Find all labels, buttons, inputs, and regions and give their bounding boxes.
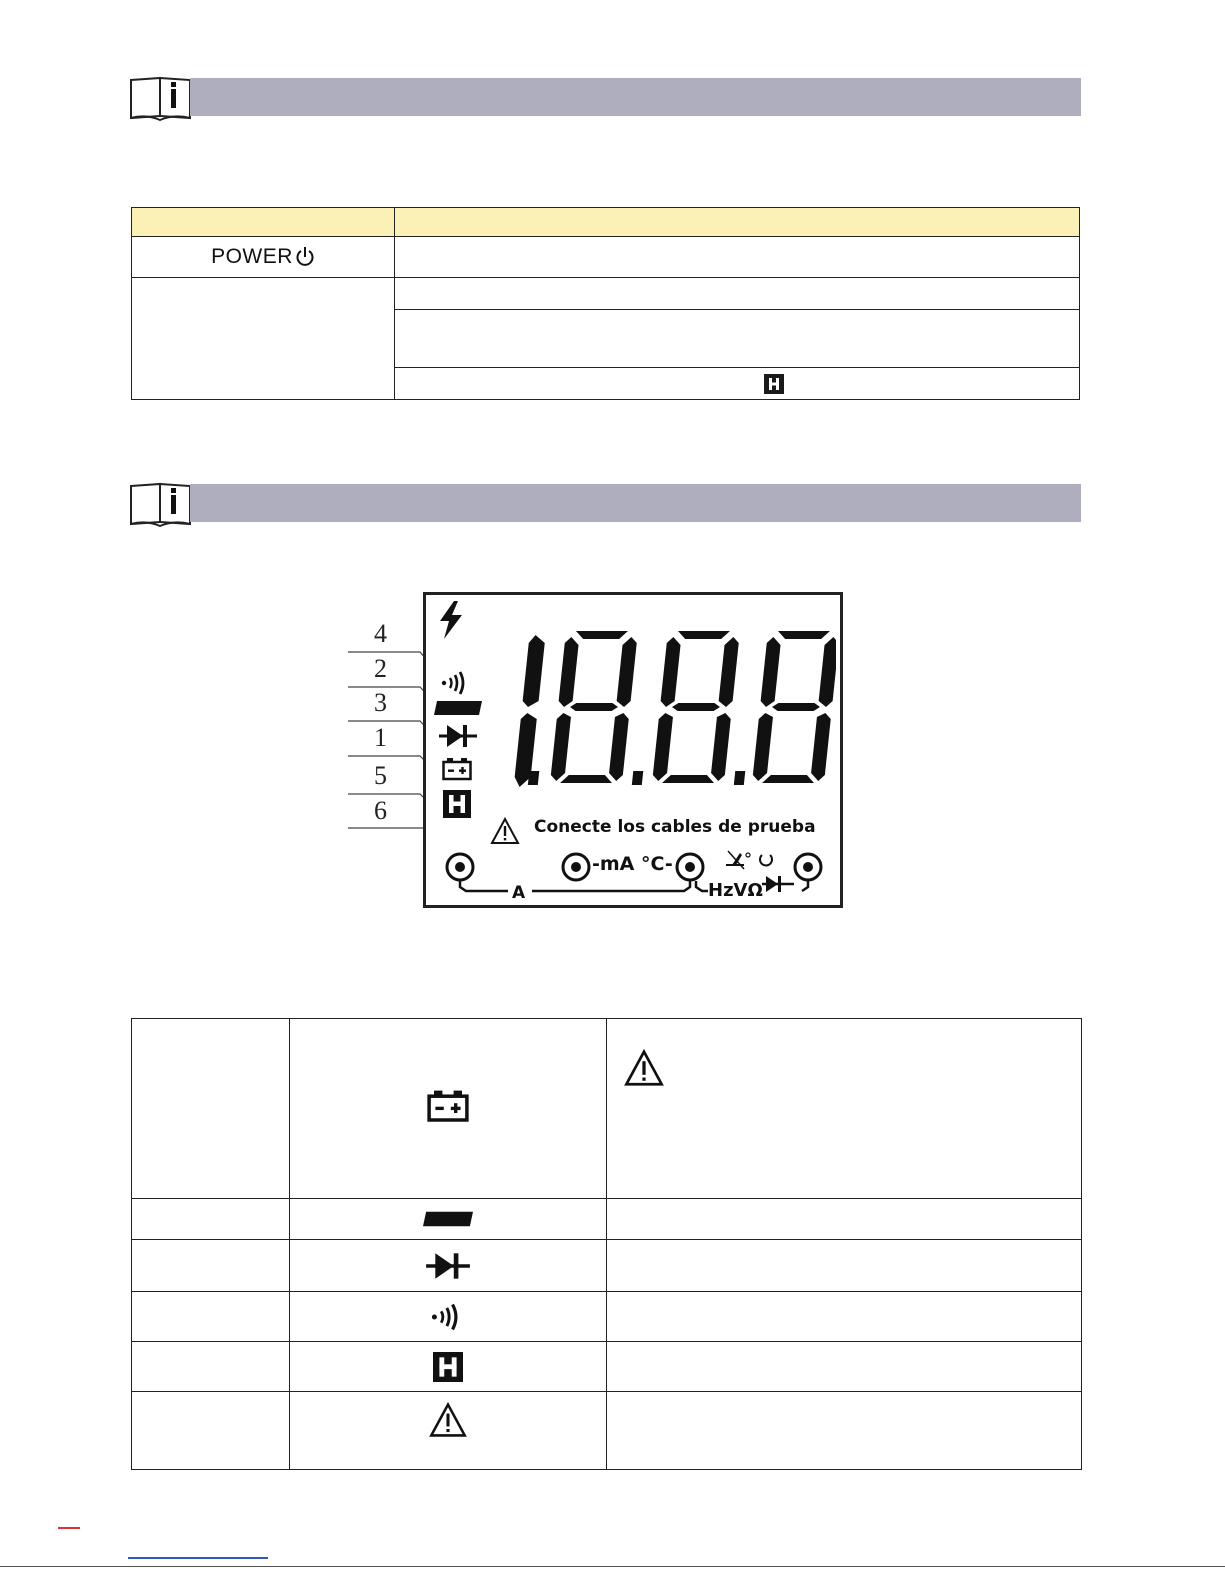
diode-icon [426, 1251, 470, 1281]
digit-4 [752, 631, 836, 783]
table-cell [132, 1392, 290, 1470]
table-cell [607, 1392, 1082, 1470]
table-cell [607, 1292, 1082, 1342]
table-header-cell [132, 208, 395, 237]
digit-2 [550, 631, 638, 783]
warning-icon [490, 817, 520, 845]
power-label-text: POWER [211, 245, 293, 268]
table-cell [290, 1199, 607, 1240]
table-cell [132, 1199, 290, 1240]
table-cell [132, 1342, 290, 1392]
table-cell [290, 1292, 607, 1342]
footer-link-underline [128, 1557, 268, 1559]
lcd-jack-label-ma: -mA °C- [592, 853, 673, 875]
diode-icon [439, 723, 477, 749]
battery-icon [442, 757, 472, 781]
table-cell [132, 1240, 290, 1292]
indicator-table [131, 1018, 1082, 1470]
footer-mark [58, 1527, 80, 1529]
digit-1 [514, 635, 546, 787]
callout-number: 4 [374, 619, 387, 648]
table-cell [290, 1240, 607, 1292]
callout-number: 5 [374, 761, 387, 790]
callout-number: 2 [374, 654, 387, 683]
table-cell [607, 1019, 1082, 1199]
minus-bar-icon [434, 701, 482, 715]
power-icon [295, 246, 315, 268]
footer-divider [0, 1566, 1225, 1567]
table-cell [607, 1342, 1082, 1392]
hold-icon [443, 790, 471, 818]
callout-number: 6 [374, 796, 387, 825]
high-voltage-icon [436, 601, 466, 639]
minus-bar-icon [423, 1210, 473, 1228]
table-cell [395, 237, 1080, 278]
table-cell [395, 368, 1080, 400]
table-cell [395, 310, 1080, 368]
table-cell [607, 1240, 1082, 1292]
table-cell [132, 1292, 290, 1342]
table-header-cell [395, 208, 1080, 237]
table-cell [395, 278, 1080, 310]
table-cell [132, 1019, 290, 1199]
continuity-icon [441, 670, 471, 696]
digit-3 [652, 631, 740, 783]
lcd-digits [506, 631, 836, 791]
lcd-message: Conecte los cables de prueba [534, 817, 816, 837]
power-button-cell [132, 237, 395, 278]
section-header-bar [190, 484, 1081, 522]
power-button-label [211, 245, 315, 269]
section-header-bar [190, 78, 1081, 116]
continuity-icon [431, 1302, 465, 1332]
hold-icon [433, 1352, 463, 1382]
table-cell [132, 278, 395, 400]
battery-icon [427, 1089, 469, 1123]
lcd-jack-label-a: A [512, 883, 526, 903]
hold-icon [764, 374, 784, 394]
warning-icon [623, 1049, 665, 1087]
manual-book-icon [128, 478, 194, 528]
table-cell [290, 1392, 607, 1470]
table-cell [290, 1342, 607, 1392]
callout-number: 3 [374, 688, 387, 717]
table-cell [607, 1199, 1082, 1240]
callout-number: 1 [374, 723, 387, 752]
lcd-display [423, 592, 843, 908]
table-cell [290, 1019, 607, 1199]
warning-icon [428, 1402, 468, 1438]
lcd-jack-label-volt: HzVΩ [708, 880, 763, 901]
manual-book-icon [128, 72, 194, 122]
buttons-table [131, 207, 1080, 400]
